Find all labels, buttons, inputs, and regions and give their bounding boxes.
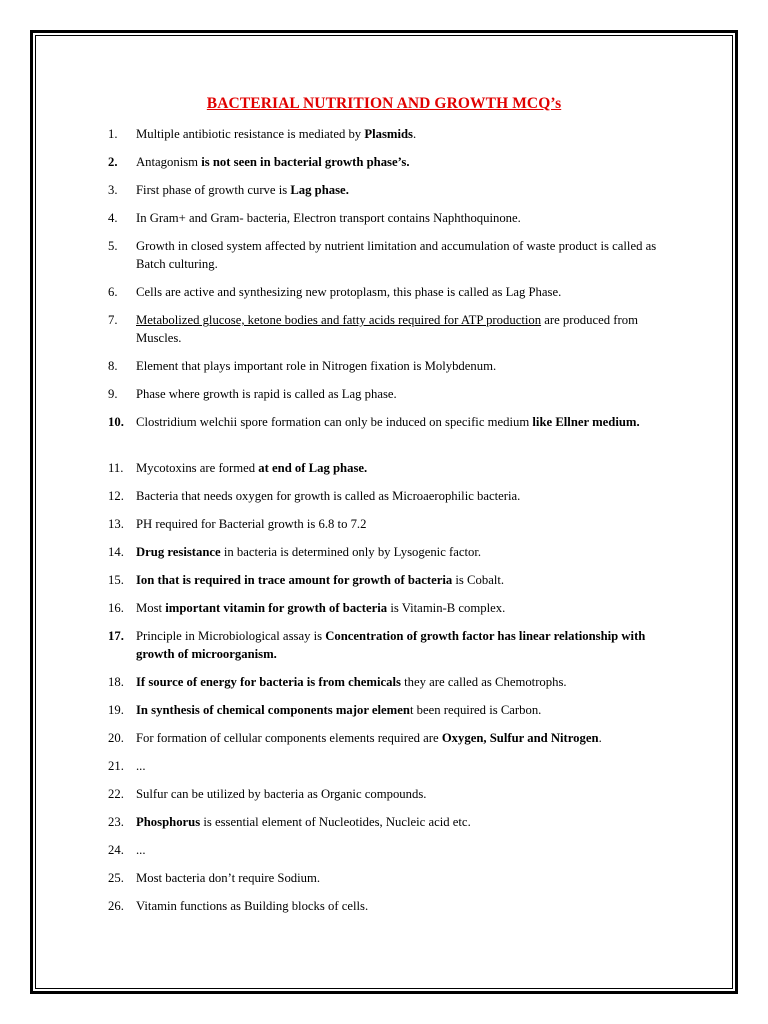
bold-text-segment: Ion that is required in trace amount for growth of bacteria xyxy=(136,573,453,587)
list-item-text xyxy=(136,702,666,720)
bold-text-segment: Lag phase. xyxy=(290,183,349,197)
text-segment: in bacteria is determined only by Lysogenic factor. xyxy=(220,545,482,559)
list-item-text xyxy=(136,516,666,534)
text-segment: Phase where growth is rapid is called as Lag phase. xyxy=(136,387,397,401)
list-item-text xyxy=(136,312,666,347)
list-item-number: 11. xyxy=(108,461,124,475)
text-segment: Multiple antibiotic resistance is mediated by xyxy=(136,127,365,141)
text-segment: For formation of cellular components elements required are xyxy=(136,731,442,745)
list-item-number: 13. xyxy=(108,517,124,531)
list-item-number: 20. xyxy=(108,731,124,745)
list-item-text xyxy=(136,238,666,273)
bold-text-segment: is not seen in bacterial growth phase’s. xyxy=(201,155,410,169)
text-segment: ... xyxy=(136,759,146,773)
text-segment: they are called as Chemotrophs. xyxy=(400,675,567,689)
list-item-text xyxy=(136,126,666,144)
list-item-text xyxy=(136,154,666,172)
text-segment: ... xyxy=(136,843,146,857)
text-segment: is Cobalt. xyxy=(452,573,505,587)
text-segment: Cells are active and synthesizing new protoplasm, this phase is called as Lag Phase. xyxy=(136,285,562,299)
bold-text-segment: Oxygen, Sulfur and Nitrogen xyxy=(441,731,599,745)
list-item-text xyxy=(136,460,666,478)
text-segment: Mycotoxins are formed xyxy=(136,461,259,475)
list-item-number: 25. xyxy=(108,871,124,885)
list-item-text xyxy=(136,284,666,302)
bold-text-segment: Concentration of growth factor has linear relationship with growth of microorganism. xyxy=(136,629,646,661)
list-item-text xyxy=(136,898,666,916)
text-segment: Most xyxy=(136,601,166,615)
list-item-text xyxy=(136,758,666,776)
list-item-number: 10. xyxy=(108,415,124,429)
text-segment: In Gram+ and Gram- bacteria, Electron transport contains Naphthoquinone. xyxy=(136,211,521,225)
bold-text-segment: at end of Lag phase. xyxy=(258,461,368,475)
text-segment: PH required for Bacterial growth is 6.8 to 7.2 xyxy=(136,517,367,531)
list-item-text xyxy=(136,628,666,663)
underlined-text-segment: Metabolized glucose, ketone bodies and fatty acids required for ATP production xyxy=(136,313,542,327)
text-segment: Growth in closed system affected by nutrient limitation and accumulation of waste product is called as Batch culturing. xyxy=(136,239,657,271)
list-item-text xyxy=(136,842,666,860)
bold-text-segment: Plasmids xyxy=(364,127,413,141)
text-segment: . xyxy=(412,127,417,141)
bold-text-segment: If source of energy for bacteria is from chemicals xyxy=(136,675,401,689)
list-item-text xyxy=(136,814,666,832)
list-item-text xyxy=(136,414,666,432)
list-item-text xyxy=(136,572,666,590)
text-segment: Most bacteria don’t require Sodium. xyxy=(136,871,321,885)
list-item-number: 18. xyxy=(108,675,124,689)
text-segment: Principle in Microbiological assay is xyxy=(136,629,326,643)
list-item-number: 8. xyxy=(108,359,118,373)
bold-text-segment: In synthesis of chemical components major elemen xyxy=(136,703,410,717)
list-item-text xyxy=(136,674,666,692)
document-title: BACTERIAL NUTRITION AND GROWTH MCQ’s xyxy=(206,95,562,112)
list-item-number: 23. xyxy=(108,815,124,829)
list-item-number: 7. xyxy=(108,313,118,327)
list-item-number: 5. xyxy=(108,239,118,253)
list-item-text xyxy=(136,544,666,562)
text-segment: Bacteria that needs oxygen for growth is called as Microaerophilic bacteria. xyxy=(136,489,521,503)
text-segment: Antagonism xyxy=(136,155,202,169)
list-item-number: 14. xyxy=(108,545,124,559)
list-item-number: 9. xyxy=(108,387,118,401)
bold-text-segment: important vitamin for growth of bacteria xyxy=(165,601,388,615)
list-item-number: 2. xyxy=(108,155,118,169)
list-item-number: 24. xyxy=(108,843,124,857)
text-segment: First phase of growth curve is xyxy=(136,183,291,197)
list-item-text xyxy=(136,488,666,506)
list-item-number: 4. xyxy=(108,211,118,225)
list-item-number: 16. xyxy=(108,601,124,615)
text-segment: is Vitamin-B complex. xyxy=(387,601,506,615)
list-item-number: 19. xyxy=(108,703,124,717)
list-item-number: 15. xyxy=(108,573,124,587)
list-item-text xyxy=(136,600,666,618)
list-item-text xyxy=(136,386,666,404)
text-segment: t been required is Carbon. xyxy=(409,703,542,717)
list-item-number: 17. xyxy=(108,629,124,643)
list-item-number: 1. xyxy=(108,127,118,141)
list-item-text xyxy=(136,730,666,748)
text-segment: Clostridium welchii spore formation can only be induced on specific medium xyxy=(136,415,533,429)
list-item-text xyxy=(136,210,666,228)
text-segment: Vitamin functions as Building blocks of cells. xyxy=(136,899,369,913)
list-item-number: 3. xyxy=(108,183,118,197)
list-item-text xyxy=(136,786,666,804)
list-item-number: 22. xyxy=(108,787,124,801)
bold-text-segment: Phosphorus xyxy=(136,815,201,829)
list-item-text xyxy=(136,182,666,200)
list-item-number: 6. xyxy=(108,285,118,299)
list-item-number: 26. xyxy=(108,899,124,913)
bold-text-segment: Drug resistance xyxy=(136,545,221,559)
list-item-number: 21. xyxy=(108,759,124,773)
text-segment: . xyxy=(598,731,602,745)
text-segment: Sulfur can be utilized by bacteria as Organic compounds. xyxy=(136,787,427,801)
text-segment: are produced from Muscles. xyxy=(136,313,638,345)
list-item-text xyxy=(136,358,666,376)
text-segment: is essential element of Nucleotides, Nucleic acid etc. xyxy=(200,815,471,829)
list-item-number: 12. xyxy=(108,489,124,503)
text-segment: Element that plays important role in Nitrogen fixation is Molybdenum. xyxy=(136,359,497,373)
list-item-text xyxy=(136,870,666,888)
bold-text-segment: like Ellner medium. xyxy=(532,415,640,429)
